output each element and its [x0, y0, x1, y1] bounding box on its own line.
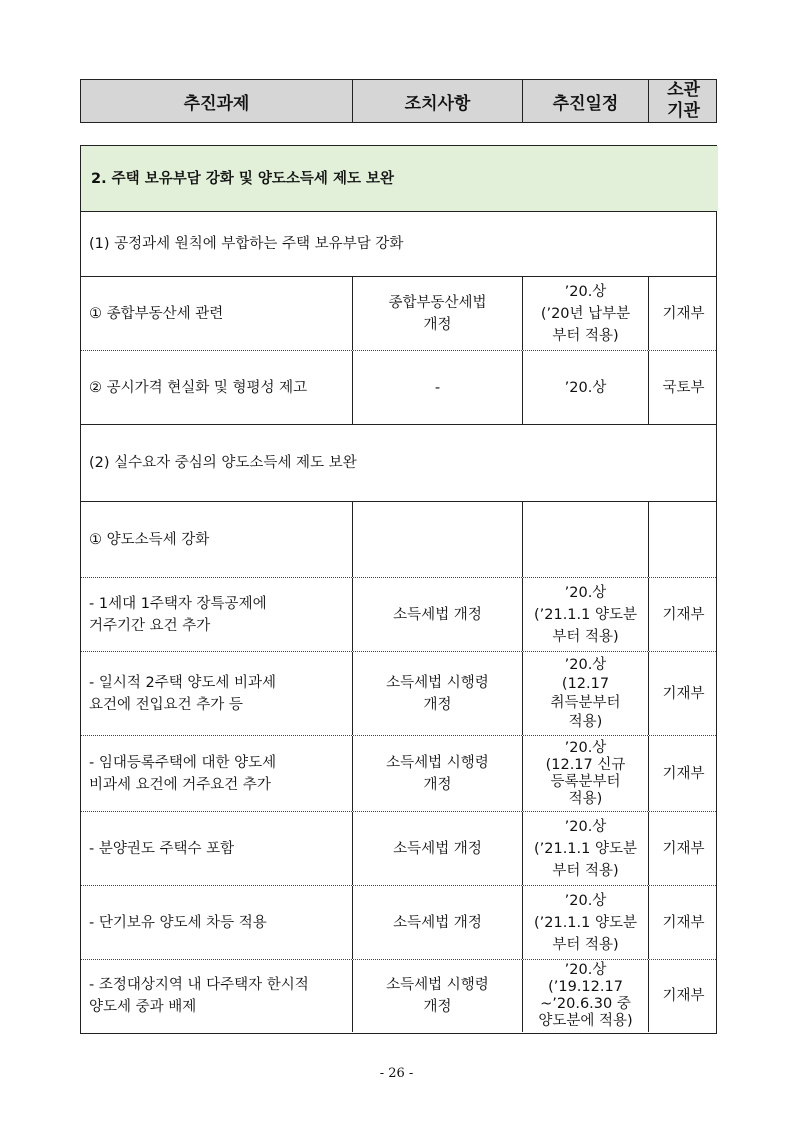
subsection-row	[81, 425, 716, 502]
agency-cell	[649, 502, 718, 577]
agency-cell: 국토부	[662, 379, 705, 396]
action-cell	[353, 502, 523, 577]
action-cell: 소득세법 시행령 개정	[353, 736, 523, 811]
schedule-cell: ’20.상 (’21.1.1 양도분 부터 적용)	[523, 578, 649, 651]
table-row	[81, 351, 716, 425]
schedule-cell	[523, 502, 649, 577]
task-cell: - 단기보유 양도세 차등 적용	[81, 886, 353, 959]
task-cell: - 일시적 2주택 양도세 비과세 요건에 전입요건 추가 등	[81, 652, 353, 735]
task-cell: - 임대등록주택에 대한 양도세 비과세 요건에 거주요건 추가	[81, 736, 353, 811]
action-cell: -	[353, 351, 523, 424]
task-cell: - 조정대상지역 내 다주택자 한시적 양도세 중과 배제	[81, 960, 353, 1032]
task-cell: ① 종합부동산세 관련	[81, 277, 353, 350]
task-cell: - 1세대 1주택자 장특공제에 거주기간 요건 추가	[81, 578, 353, 651]
schedule-cell: ’20.상 (12.17 취득분부터 적용)	[523, 652, 649, 735]
table-row	[81, 886, 716, 960]
table-row	[81, 812, 716, 886]
task-cell: - 분양권도 주택수 포함	[81, 812, 353, 885]
action-cell: 소득세법 개정	[353, 578, 523, 651]
section-title: 2. 주택 보유부담 강화 및 양도소득세 제도 보완	[81, 146, 718, 211]
agency-cell: 기재부	[662, 840, 705, 857]
action-cell: 종합부동산세법 개정	[353, 277, 523, 350]
schedule-cell: ’20.상 (’21.1.1 양도분 부터 적용)	[523, 886, 649, 959]
main-table	[80, 145, 717, 1034]
task-cell: ② 공시가격 현실화 및 형평성 제고	[81, 351, 353, 424]
subsection-title: (1) 공정과세 원칙에 부합하는 주택 보유부담 강화	[89, 236, 404, 252]
agency-cell: 기재부	[662, 305, 705, 322]
section-title-row	[81, 146, 716, 212]
agency-cell: 기재부	[662, 606, 705, 623]
schedule-cell: ’20.상	[523, 351, 649, 424]
table-row	[81, 502, 716, 578]
header-table	[80, 79, 717, 123]
agency-cell: 기재부	[662, 685, 705, 702]
header-action: 조치사항	[353, 80, 523, 122]
page-number: - 26 -	[379, 1066, 414, 1081]
schedule-cell: ’20.상 (’19.12.17 ~’20.6.30 중 양도분에 적용)	[523, 960, 649, 1032]
header-task: 추진과제	[81, 80, 353, 122]
agency-cell: 기재부	[662, 765, 705, 782]
action-cell: 소득세법 시행령 개정	[353, 960, 523, 1032]
task-heading-cell: ① 양도소득세 강화	[81, 502, 353, 577]
subsection-title: (2) 실수요자 중심의 양도소득세 제도 보완	[89, 455, 357, 471]
table-row	[81, 736, 716, 812]
agency-cell: 기재부	[662, 914, 705, 931]
table-row	[81, 578, 716, 652]
table-row	[81, 960, 716, 1032]
agency-cell: 기재부	[662, 988, 705, 1004]
action-cell: 소득세법 개정	[353, 886, 523, 959]
header-agency: 소관 기관	[667, 80, 700, 121]
schedule-cell: ’20.상 (’21.1.1 양도분 부터 적용)	[523, 812, 649, 885]
schedule-cell: ’20.상 (’20년 납부분 부터 적용)	[523, 277, 649, 350]
action-cell: 소득세법 개정	[353, 812, 523, 885]
subsection-row	[81, 212, 716, 277]
schedule-cell: ’20.상 (12.17 신규 등록분부터 적용)	[523, 736, 649, 811]
table-row	[81, 277, 716, 351]
action-cell: 소득세법 시행령 개정	[353, 652, 523, 735]
header-schedule: 추진일정	[523, 80, 649, 122]
table-row	[81, 652, 716, 736]
